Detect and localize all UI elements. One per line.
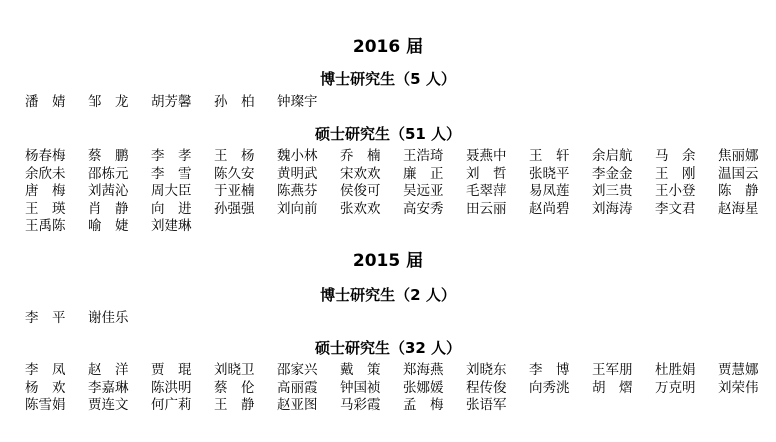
person-name: 周大臣 <box>151 183 192 199</box>
person-name: 王军朋 <box>592 362 633 378</box>
name-row <box>25 218 776 236</box>
person-name: 田云丽 <box>466 200 507 217</box>
name-row <box>25 201 776 219</box>
phd-heading: 博士研究生（5 人） <box>320 70 456 88</box>
person-name: 贾 琨 <box>151 362 192 378</box>
name-row <box>25 148 776 166</box>
person-name: 马 余 <box>655 148 696 164</box>
person-name: 高丽霞 <box>277 379 318 396</box>
person-name: 黄明武 <box>277 165 318 182</box>
person-name: 蔡 鹏 <box>88 148 129 164</box>
person-name: 刘茜沁 <box>88 183 129 199</box>
person-name: 邵家兴 <box>277 362 318 378</box>
person-name: 魏小林 <box>277 148 318 164</box>
person-name: 刘三贵 <box>592 183 633 199</box>
person-name: 向秀洮 <box>529 379 570 396</box>
person-name: 余欣未 <box>25 165 66 182</box>
person-name: 张语军 <box>466 397 507 413</box>
person-name: 李 博 <box>529 362 570 378</box>
person-name: 赵尚碧 <box>529 200 570 217</box>
person-name: 钟璨宇 <box>277 94 318 110</box>
person-name: 刘荣伟 <box>718 379 759 396</box>
person-name: 张娜媛 <box>403 379 444 396</box>
person-name: 邵栋元 <box>88 165 129 182</box>
phd-heading: 博士研究生（2 人） <box>320 286 456 304</box>
phd-name-list <box>25 310 151 328</box>
person-name: 孙 柏 <box>214 94 255 110</box>
person-name: 王 杨 <box>214 148 255 164</box>
person-name: 程传俊 <box>466 379 507 396</box>
person-name: 温国云 <box>718 165 759 182</box>
person-name: 陈 静 <box>718 183 759 199</box>
person-name: 向 进 <box>151 200 192 217</box>
person-name: 王小登 <box>655 183 696 199</box>
person-name: 赵亚图 <box>277 397 318 413</box>
person-name: 戴 策 <box>340 362 381 378</box>
person-name: 杜胜娟 <box>655 362 696 378</box>
person-name: 孟 梅 <box>403 397 444 413</box>
person-name: 王 轩 <box>529 148 570 164</box>
person-name: 吴远亚 <box>403 183 444 199</box>
master-name-list <box>25 148 776 236</box>
person-name: 贾慧娜 <box>718 362 759 378</box>
person-name: 王浩琦 <box>403 148 444 164</box>
person-name: 陈燕芬 <box>277 183 318 199</box>
person-name: 肖 静 <box>88 200 129 217</box>
person-name: 何广莉 <box>151 397 192 413</box>
person-name: 唐 梅 <box>25 183 66 199</box>
person-name: 余启航 <box>592 148 633 164</box>
person-name: 聂燕中 <box>466 148 507 164</box>
person-name: 乔 楠 <box>340 148 381 164</box>
person-name: 李 雪 <box>151 165 192 182</box>
person-name: 王禹陈 <box>25 218 66 234</box>
person-name: 李文君 <box>655 200 696 217</box>
person-name: 邹 龙 <box>88 94 129 110</box>
master-heading: 硕士研究生（32 人） <box>314 339 462 357</box>
person-name: 廉 正 <box>403 165 444 182</box>
person-name: 谢佳乐 <box>88 310 129 326</box>
person-name: 刘建琳 <box>151 218 192 234</box>
person-name: 刘 哲 <box>466 165 507 182</box>
person-name: 刘海涛 <box>592 200 633 217</box>
person-name: 马彩霞 <box>340 397 381 413</box>
year-heading: 2015 届 <box>352 251 424 271</box>
person-name: 胡 熠 <box>592 379 633 396</box>
person-name: 侯俊可 <box>340 183 381 199</box>
person-name: 李金金 <box>592 165 633 182</box>
person-name: 孙强强 <box>214 200 255 217</box>
phd-name-list <box>25 94 340 112</box>
master-heading: 硕士研究生（51 人） <box>314 125 462 143</box>
name-row <box>25 94 340 112</box>
person-name: 李嘉琳 <box>88 379 129 396</box>
name-row <box>25 380 776 398</box>
person-name: 陈雪娟 <box>25 397 66 413</box>
person-name: 杨 欢 <box>25 379 66 396</box>
person-name: 宋欢欢 <box>340 165 381 182</box>
person-name: 于亚楠 <box>214 183 255 199</box>
person-name: 郑海燕 <box>403 362 444 378</box>
person-name: 刘向前 <box>277 200 318 217</box>
person-name: 刘晓东 <box>466 362 507 378</box>
person-name: 胡芳馨 <box>151 94 192 110</box>
person-name: 焦丽娜 <box>718 148 759 164</box>
person-name: 杨春梅 <box>25 148 66 164</box>
person-name: 高安秀 <box>403 200 444 217</box>
person-name: 毛翠萍 <box>466 183 507 199</box>
year-heading: 2016 届 <box>352 37 424 57</box>
name-row <box>25 362 776 380</box>
person-name: 张晓平 <box>529 165 570 182</box>
name-row <box>25 310 151 328</box>
name-row <box>25 183 776 201</box>
person-name: 蔡 伦 <box>214 379 255 396</box>
person-name: 易凤莲 <box>529 183 570 199</box>
person-name: 王 瑛 <box>25 200 66 217</box>
person-name: 贾连文 <box>88 397 129 413</box>
person-name: 张欢欢 <box>340 200 381 217</box>
name-row <box>25 397 776 415</box>
name-row <box>25 166 776 184</box>
person-name: 赵 洋 <box>88 362 129 378</box>
person-name: 喻 婕 <box>88 218 129 234</box>
person-name: 陈洪明 <box>151 379 192 396</box>
person-name: 王 刚 <box>655 165 696 182</box>
person-name: 李 孝 <box>151 148 192 164</box>
person-name: 刘晓卫 <box>214 362 255 378</box>
person-name: 钟国祯 <box>340 379 381 396</box>
person-name: 万克明 <box>655 379 696 396</box>
person-name: 王 静 <box>214 397 255 413</box>
person-name: 陈久安 <box>214 165 255 182</box>
person-name: 潘 婧 <box>25 94 66 110</box>
person-name: 赵海星 <box>718 200 759 217</box>
master-name-list <box>25 362 776 415</box>
person-name: 李 凤 <box>25 362 66 378</box>
person-name: 李 平 <box>25 310 66 326</box>
